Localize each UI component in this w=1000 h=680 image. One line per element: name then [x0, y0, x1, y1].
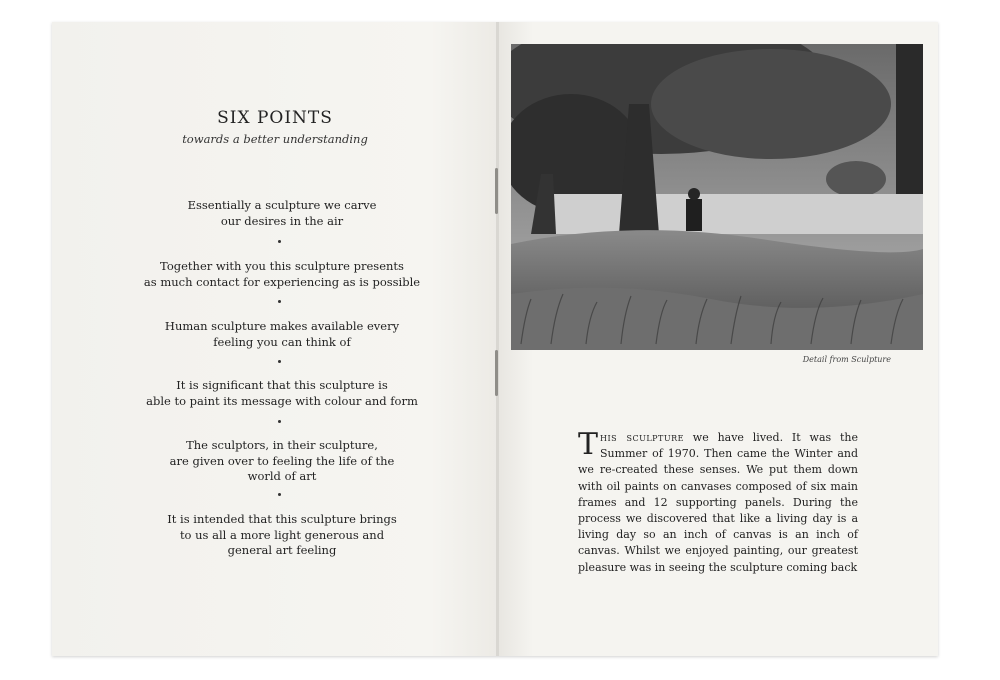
- small-caps-lead: his sculpture: [600, 431, 684, 444]
- photo-caption: Detail from Sculpture: [802, 355, 891, 364]
- point-1: [112, 198, 452, 229]
- point-line: Essentially a sculpture we carve: [187, 198, 377, 212]
- separator-dot: [278, 240, 281, 243]
- point-line: Human sculpture makes available every: [164, 319, 400, 333]
- point-line: are given over to feeling the life of the: [169, 453, 395, 468]
- page-title: SIX POINTS: [217, 108, 333, 128]
- book-gutter: [496, 22, 499, 656]
- point-line: world of art: [247, 469, 317, 483]
- staple-bottom: [495, 350, 498, 396]
- point-line: Together with you this sculpture presents: [160, 259, 404, 273]
- point-line: The sculptors, in their sculpture,: [186, 438, 378, 452]
- body-text: we have lived. It was the Summer of 1970. Then came the Winter and we re-created these senses. We put them down with oil paints on canvases composed of six main frames and 12 supporting panels. During the process we discovered that like a living day is a living day so an inch of canvas is an inch of canvas. Whilst we enjoyed painting, our greatest pleasure was in seeing the sculpture coming back: [578, 431, 858, 574]
- left-page: [52, 22, 498, 656]
- separator-dot: [278, 360, 281, 363]
- point-line: able to paint its message with colour and form: [146, 393, 418, 408]
- sculpture-detail-photo: [511, 44, 923, 350]
- point-4: [112, 378, 452, 409]
- point-line: to us all a more light generous and: [179, 527, 385, 542]
- body-paragraph: [578, 427, 858, 576]
- page-subtitle: towards a better understanding: [182, 132, 368, 146]
- point-line: as much contact for experiencing as is possible: [143, 274, 421, 289]
- point-5: [112, 438, 452, 485]
- point-line: general art feeling: [227, 543, 337, 557]
- point-6: [112, 512, 452, 559]
- separator-dot: [278, 420, 281, 423]
- point-line: our desires in the air: [220, 213, 344, 228]
- separator-dot: [278, 300, 281, 303]
- booklet-spread: [52, 22, 938, 656]
- point-line: feeling you can think of: [213, 334, 351, 349]
- drop-cap: T: [578, 427, 599, 462]
- point-3: [112, 319, 452, 350]
- separator-dot: [278, 493, 281, 496]
- staple-top: [495, 168, 498, 214]
- point-2: [112, 259, 452, 290]
- point-line: It is significant that this sculpture is: [176, 378, 388, 392]
- point-line: It is intended that this sculpture brings: [167, 512, 397, 526]
